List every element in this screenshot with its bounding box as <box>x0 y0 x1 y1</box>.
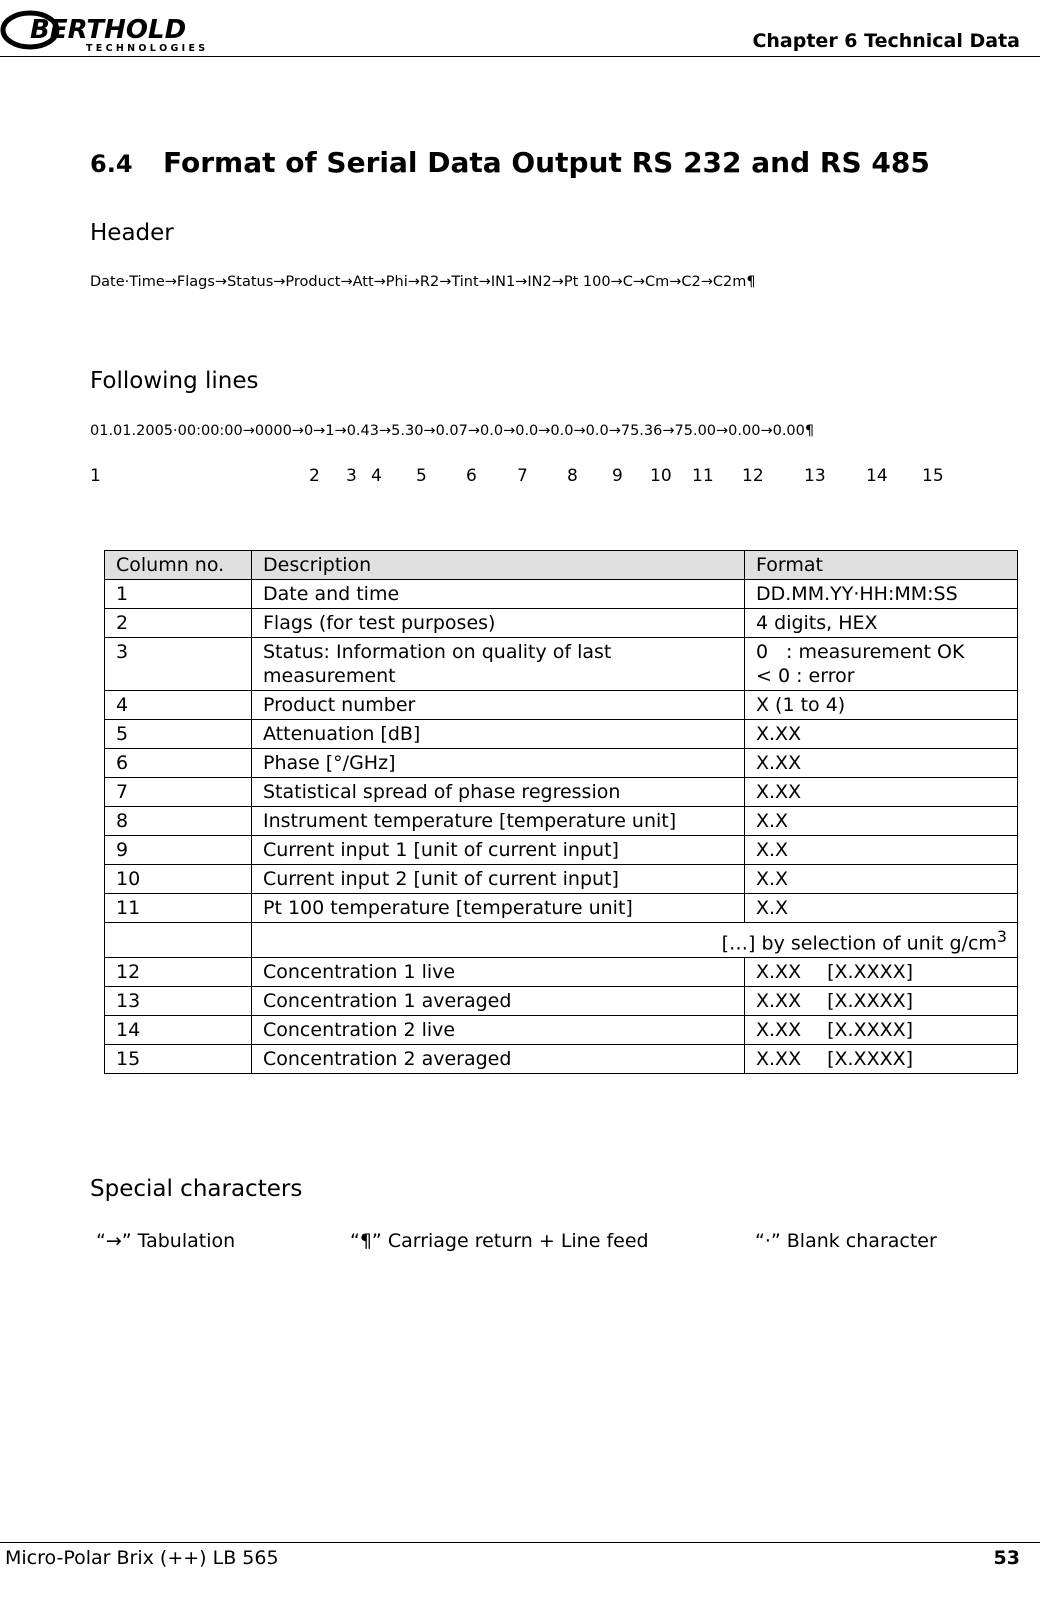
description-cell: Pt 100 temperature [temperature unit] <box>252 894 745 923</box>
description-cell: Phase [°/GHz] <box>252 749 745 778</box>
empty-cell <box>105 923 252 958</box>
header-subheading: Header <box>90 220 174 246</box>
format-cell: X.X <box>745 894 1018 923</box>
unit-note: […] by selection of unit g/cm <box>721 932 997 955</box>
header-format-line: Date·Time→Flags→Status→Product→Att→Phi→R2→Tint→IN1→IN2→Pt 100→C→Cm→C2→C2m¶ <box>90 274 756 290</box>
format-value: 0 <box>756 641 769 663</box>
column-number-cell: 13 <box>105 987 252 1016</box>
format-cell <box>745 987 1018 1016</box>
description-cell: Product number <box>252 691 745 720</box>
format-cell <box>745 1016 1018 1045</box>
column-number-cell: 14 <box>105 1016 252 1045</box>
format-cell: X.XX <box>745 720 1018 749</box>
format-cell: X.XX <box>745 749 1018 778</box>
table-header-row <box>105 551 1018 580</box>
format-cell: X.XX <box>745 778 1018 807</box>
format-value: X.XX <box>756 1019 802 1042</box>
description-cell: Attenuation [dB] <box>252 720 745 749</box>
column-number-label: 9 <box>612 466 623 486</box>
footer-divider <box>0 1542 1040 1543</box>
unit-note-superscript: 3 <box>996 927 1007 946</box>
table-row <box>105 691 1018 720</box>
format-cell: DD.MM.YY·HH:MM:SS <box>745 580 1018 609</box>
format-cell: X (1 to 4) <box>745 691 1018 720</box>
table-row <box>105 1045 1018 1074</box>
format-line <box>756 640 1006 664</box>
format-cell: X.X <box>745 807 1018 836</box>
format-cell <box>745 1045 1018 1074</box>
format-alt-value: [X.XXXX] <box>827 1019 914 1042</box>
column-number-label: 4 <box>371 466 382 486</box>
header-divider <box>0 56 1040 57</box>
column-number-cell: 5 <box>105 720 252 749</box>
table-row <box>105 1016 1018 1045</box>
column-number-label: 8 <box>567 466 578 486</box>
column-number-cell: 10 <box>105 865 252 894</box>
format-value: X.XX <box>756 990 802 1013</box>
description-cell: Concentration 2 live <box>252 1016 745 1045</box>
format-alt-value: [X.XXXX] <box>827 961 914 984</box>
description-cell: Concentration 1 averaged <box>252 987 745 1016</box>
table-row <box>105 865 1018 894</box>
description-cell: Flags (for test purposes) <box>252 609 745 638</box>
column-number-label: 12 <box>742 466 764 486</box>
svg-text:T E C H N O L O G I E S: T E C H N O L O G I E S <box>86 43 206 54</box>
column-number-cell: 7 <box>105 778 252 807</box>
column-number-label: 15 <box>922 466 944 486</box>
format-cell: 4 digits, HEX <box>745 609 1018 638</box>
table-row <box>105 720 1018 749</box>
column-header: Format <box>745 551 1018 580</box>
description-cell: Concentration 2 averaged <box>252 1045 745 1074</box>
column-number-cell: 8 <box>105 807 252 836</box>
column-number-label: 10 <box>650 466 672 486</box>
format-line: < 0 : error <box>756 665 855 687</box>
legend-tabulation: “→” Tabulation <box>96 1230 236 1252</box>
table-row <box>105 836 1018 865</box>
table-note-row <box>105 923 1018 958</box>
description-cell: Date and time <box>252 580 745 609</box>
column-number-label: 13 <box>804 466 826 486</box>
format-cell: X.X <box>745 865 1018 894</box>
footer-product-name: Micro-Polar Brix (++) LB 565 <box>5 1547 279 1569</box>
column-number-label: 3 <box>346 466 357 486</box>
table-row <box>105 958 1018 987</box>
column-number-cell: 15 <box>105 1045 252 1074</box>
column-number-cell: 4 <box>105 691 252 720</box>
table-row <box>105 894 1018 923</box>
column-header: Description <box>252 551 745 580</box>
description-cell: Status: Information on quality of last measurement <box>252 638 745 691</box>
table-row <box>105 807 1018 836</box>
column-number-label: 5 <box>416 466 427 486</box>
column-number-label: 11 <box>692 466 714 486</box>
format-value: X.XX <box>756 961 802 984</box>
table-row <box>105 749 1018 778</box>
column-number-label: 1 <box>90 466 101 486</box>
chapter-title: Chapter 6 Technical Data <box>752 30 1020 52</box>
column-number-cell: 11 <box>105 894 252 923</box>
format-cell <box>745 958 1018 987</box>
column-number-label: 6 <box>466 466 477 486</box>
berthold-logo <box>0 6 300 56</box>
special-characters-subheading: Special characters <box>90 1176 303 1202</box>
section-number: 6.4 <box>90 150 133 178</box>
description-cell: Concentration 1 live <box>252 958 745 987</box>
format-meaning: : measurement OK <box>786 641 965 663</box>
description-cell: Current input 1 [unit of current input] <box>252 836 745 865</box>
table-row <box>105 638 1018 691</box>
description-cell: Current input 2 [unit of current input] <box>252 865 745 894</box>
column-number-label: 14 <box>866 466 888 486</box>
column-number-cell: 9 <box>105 836 252 865</box>
table-row <box>105 778 1018 807</box>
column-header: Column no. <box>105 551 252 580</box>
table-row <box>105 609 1018 638</box>
description-cell: Instrument temperature [temperature unit] <box>252 807 745 836</box>
table-row <box>105 580 1018 609</box>
serial-format-table <box>104 550 1018 1074</box>
sample-data-line: 01.01.2005·00:00:00→0000→0→1→0.43→5.30→0.07→0.0→0.0→0.0→0.0→75.36→75.00→0.00→0.00¶ <box>90 423 815 439</box>
column-number-label: 7 <box>517 466 528 486</box>
following-lines-subheading: Following lines <box>90 368 259 394</box>
table-row <box>105 987 1018 1016</box>
svg-text:BERTHOLD: BERTHOLD <box>30 15 187 45</box>
format-alt-value: [X.XXXX] <box>827 990 914 1013</box>
legend-blank-character: “·” Blank character <box>755 1230 937 1252</box>
column-number-label: 2 <box>309 466 320 486</box>
column-number-cell: 12 <box>105 958 252 987</box>
format-alt-value: [X.XXXX] <box>827 1048 914 1071</box>
section-title: Format of Serial Data Output RS 232 and RS 485 <box>163 146 930 179</box>
description-cell: Statistical spread of phase regression <box>252 778 745 807</box>
format-cell <box>745 638 1018 691</box>
column-number-cell: 3 <box>105 638 252 691</box>
format-cell: X.X <box>745 836 1018 865</box>
page-number: 53 <box>993 1547 1020 1569</box>
column-number-cell: 2 <box>105 609 252 638</box>
format-value: X.XX <box>756 1048 802 1071</box>
legend-carriage-return: “¶” Carriage return + Line feed <box>350 1230 649 1252</box>
column-number-cell: 6 <box>105 749 252 778</box>
unit-note-cell <box>252 923 1018 958</box>
column-number-cell: 1 <box>105 580 252 609</box>
